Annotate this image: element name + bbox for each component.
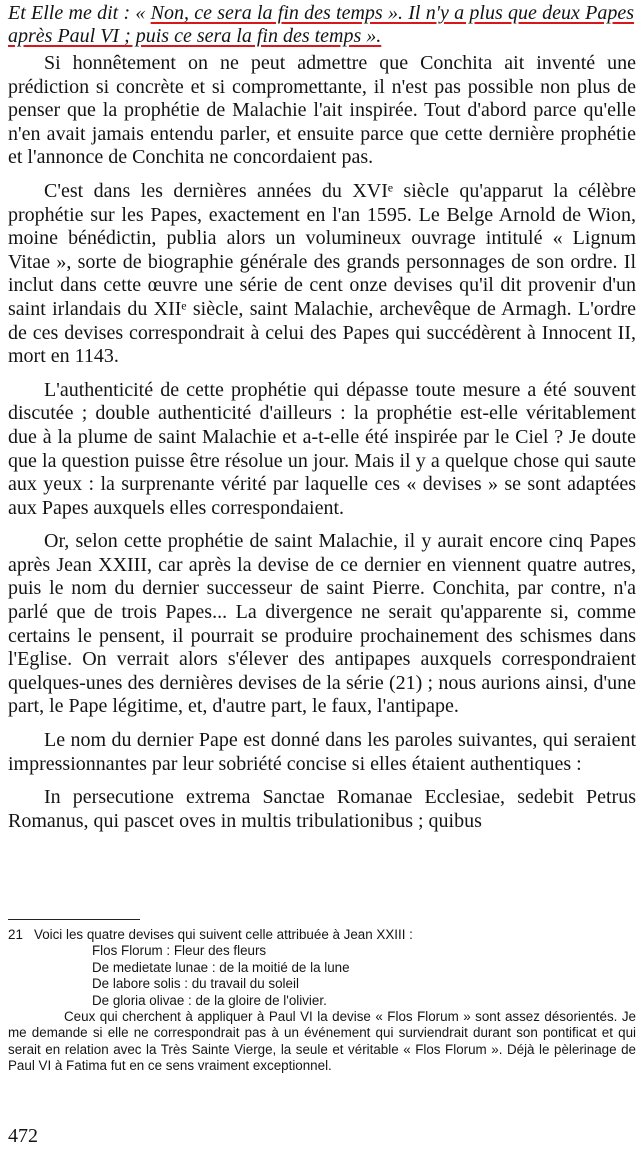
quote-underlined-text: Non, ce sera la fin des temps ». Il n'y a plus que deux Papes après Paul VI ; puis ce sera la fin des temps ». <box>8 2 635 47</box>
quoted-prophecy <box>8 2 634 48</box>
quote-prefix: Et Elle me dit : « <box>8 2 151 24</box>
main-text <box>8 52 636 833</box>
paragraph: C'est dans les dernières années du XVIᵉ siècle qu'apparut la célèbre prophétie sur les Papes, exactement en l'an 1595. Le Belge Arnold de Wion, moine bénédictin, publia alors un volumineux ouvrage intitulé « Lignum Vitae », sorte de biographie générale des grands personnages de son ordre. Il inclut dans cette œuvre une série de cent onze devises qu'il dit provenir d'un saint irlandais du XIIᵉ siècle, saint Malachie, archevêque de Armagh. L'ordre de ces devises correspondrait à celui des Papes qui succédèrent à Innocent II, mort en 1143. <box>8 179 636 368</box>
paragraph: Si honnêtement on ne peut admettre que Conchita ait inventé une prédiction si concrète et si compromettante, il n'est pas possible non plus de penser que la prophétie de Malachie l'ait inspirée. Tout d'abord parce qu'elle n'en avait jamais entendu parler, et ensuite parce que cette dernière prophétie et l'annonce de Conchita ne concordaient pas. <box>8 52 636 169</box>
devise-item: Flos Florum : Fleur des fleurs <box>92 943 267 959</box>
page-number: 472 <box>8 1125 38 1147</box>
paragraph: L'authenticité de cette prophétie qui dépasse toute mesure a été souvent discutée ; double authenticité d'ailleurs : la prophétie est-elle véritablement due à la plume de saint Malachie et a-t-elle été inspirée par le Ciel ? Je doute que la question puisse être résolue un jour. Mais il y a quelque chose qui saute aux yeux : la surprenante vérité par laquelle ces « devises » se sont adaptées aux Papes auxquels elles correspondaient. <box>8 378 636 519</box>
devise-item: De labore solis : du travail du soleil <box>92 976 299 992</box>
footnote <box>8 927 636 1075</box>
devise-list <box>8 943 636 1009</box>
paragraph: In persecutione extrema Sanctae Romanae Ecclesiae, sedebit Petrus Romanus, qui pascet oves in multis tribulationibus ; quibus <box>8 786 636 832</box>
footnote-intro: Voici les quatre devises qui suivent celle attribuée à Jean XXIII : <box>34 927 413 942</box>
footnote-text: Ceux qui cherchent à appliquer à Paul VI la devise « Flos Florum » sont assez désorientés. Je me demande si elle ne correspondrait pas à un événement qui surviendrait durant son pontificat et qui serait en relation avec la Très Sainte Vierge, la seule et véritable « Flos Florum ». Déjà le pèlerinage de Paul VI à Fatima fut en ce sens vraiment exceptionnel. <box>8 1009 636 1074</box>
footnote-divider <box>8 919 140 920</box>
paragraph: Or, selon cette prophétie de saint Malachie, il y aurait encore cinq Papes après Jean XXIII, car après la devise de ce dernier en viennent quatre autres, puis le nom du dernier successeur de saint Pierre. Conchita, par contre, n'a parlé que de trois Papes... La divergence ne serait qu'apparente si, comme certains le pensent, il pourrait se produire prochainement des schismes dans l'Eglise. On verrait alors s'élever des antipapes auxquels correspondraient quelques-unes des dernières devises de la série (21) ; nous aurions ainsi, d'une part, le Pape légitime, et, d'autre part, le faux, l'antipape. <box>8 530 636 718</box>
devise-item: De gloria olivae : de la gloire de l'olivier. <box>92 992 327 1008</box>
paragraph: Le nom du dernier Pape est donné dans les paroles suivantes, qui seraient impressionnantes par leur sobriété concise si elles étaient authentiques : <box>8 729 636 775</box>
devise-item: De medietate lunae : de la moitié de la lune <box>92 959 350 975</box>
footnote-number: 21 <box>8 927 23 942</box>
